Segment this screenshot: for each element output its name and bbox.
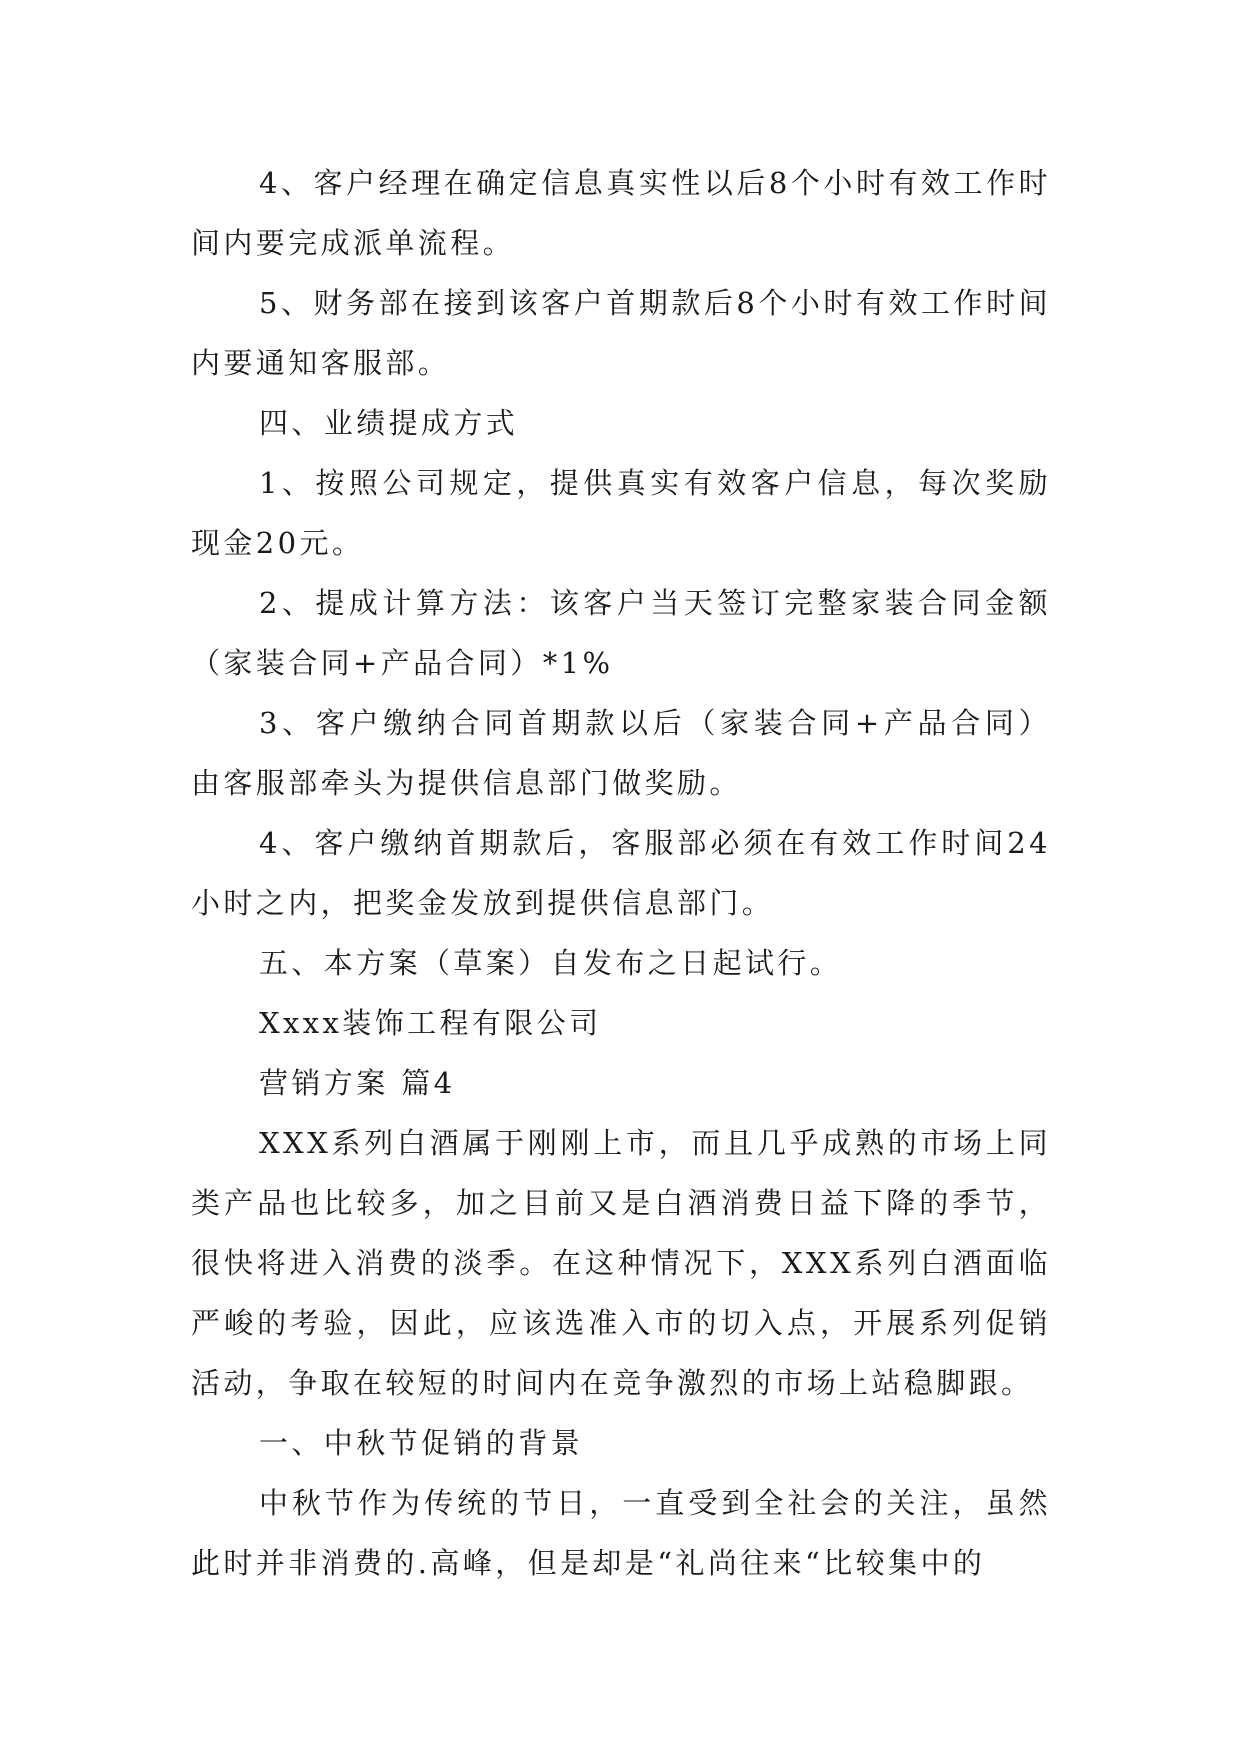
paragraph-intro: XXX系列白酒属于刚刚上市，而且几乎成熟的市场上同类产品也比较多，加之目前又是白酒消费日益下降的季节，很快将进入消费的淡季。在这种情况下，XXX系列白酒面临严峻的考验，因此，应该选准入市的切入点，开展系列促销活动，争取在较短的时间内在竞争激烈的市场上站稳脚跟。	[191, 1126, 1051, 1400]
paragraph-item-4-dispatch: 4、客户经理在确定信息真实性以后8个小时有效工作时间内要完成派单流程。	[191, 166, 1051, 260]
section-heading-commission: 四、业绩提成方式	[259, 406, 519, 440]
section-heading-background: 一、中秋节促销的背景	[259, 1426, 584, 1460]
paragraph-commission-1: 1、按照公司规定，提供真实有效客户信息，每次奖励现金20元。	[191, 466, 1051, 560]
document-section-title: 营销方案 篇4	[259, 1066, 456, 1100]
paragraph-background: 中秋节作为传统的节日，一直受到全社会的关注，虽然此时并非消费的.高峰，但是却是“礼尚往来“比较集中的	[191, 1486, 1051, 1580]
paragraph-item-5-finance: 5、财务部在接到该客户首期款后8个小时有效工作时间内要通知客服部。	[191, 286, 1051, 380]
paragraph-commission-3: 3、客户缴纳合同首期款以后（家装合同+产品合同）由客服部牵头为提供信息部门做奖励。	[191, 706, 1051, 800]
section-heading-trial: 五、本方案（草案）自发布之日起试行。	[259, 946, 843, 980]
document-body	[191, 153, 1051, 1593]
company-name: Xxxx装饰工程有限公司	[259, 1006, 602, 1040]
paragraph-commission-2: 2、提成计算方法：该客户当天签订完整家装合同金额（家装合同+产品合同）*1%	[191, 586, 1051, 680]
paragraph-commission-4: 4、客户缴纳首期款后，客服部必须在有效工作时间24小时之内，把奖金发放到提供信息部门。	[191, 826, 1051, 920]
